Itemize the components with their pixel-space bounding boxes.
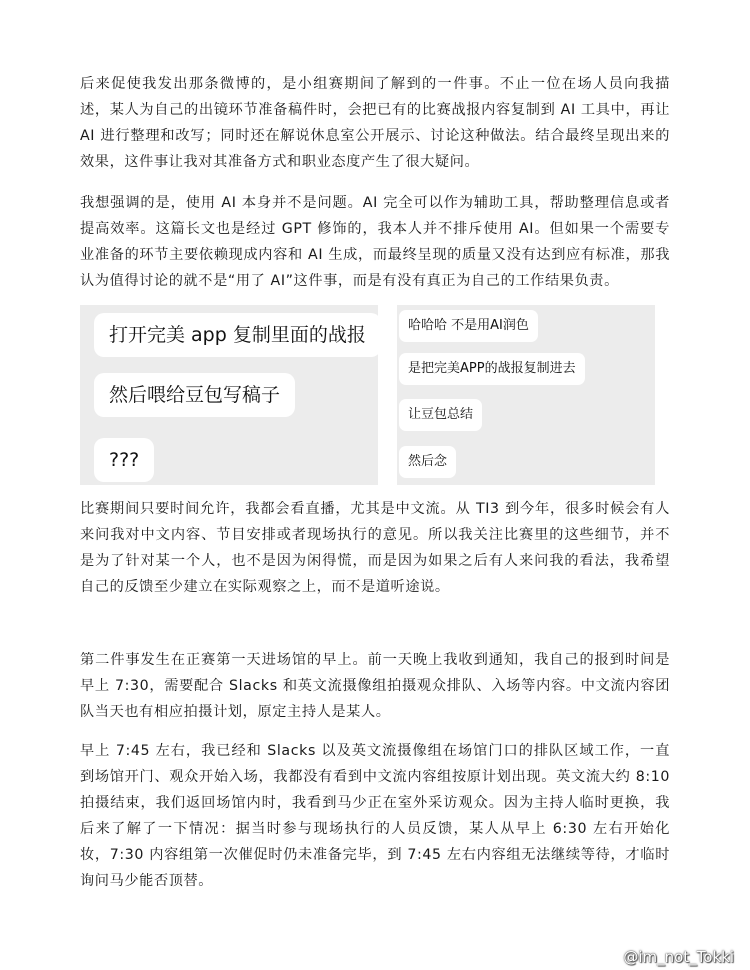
chat-bubble: 打开完美 app 复制里面的战报: [94, 313, 381, 357]
chat-bubble: ???: [94, 438, 154, 482]
paragraph-2: 我想强调的是，使用 AI 本身并不是问题。AI 完全可以作为辅助工具，帮助整理信息或者提高效率。这篇长文也是经过 GPT 修饰的，我本人并不排斥使用 AI。但如果一个需要专业准备的环节主要依赖现成内容和 AI 生成，而最终呈现的质量又没有达到应有标准，那我认为值得讨论的就不是“用了 AI”这件事，而是有没有真正为自己的工作结果负责。: [80, 195, 670, 289]
paragraph-4: 第二件事发生在正赛第一天进场馆的早上。前一天晚上我收到通知，我自己的报到时间是早上 7:30，需要配合 Slacks 和英文流摄像组拍摄观众排队、入场等内容。中文流内容团队当天也有相应拍摄计划，原定主持人是某人。: [80, 652, 670, 720]
chat-bubble: 是把完美APP的战报复制进去: [399, 353, 585, 385]
chat-bubble: 让豆包总结: [399, 399, 482, 431]
paragraph-1: 后来促使我发出那条微博的，是小组赛期间了解到的一件事。不止一位在场人员向我描述，某人为自己的出镜环节准备稿件时，会把已有的比赛战报内容复制到 AI 工具中，再让 AI 进行整理和改写；同时还在解说休息室公开展示、讨论这种做法。结合最终呈现出来的效果，这件事让我对其准备方式和职业态度产生了很大疑问。: [80, 76, 670, 170]
chat-screenshot-right: [397, 305, 655, 485]
chat-bubble: 然后喂给豆包写稿子: [94, 373, 295, 417]
watermark-handle: @im_not_Tokki: [623, 948, 734, 966]
weibo-icon: [597, 948, 619, 966]
chat-bubble: 然后念: [399, 446, 456, 478]
paragraph-5: 早上 7:45 左右，我已经和 Slacks 以及英文流摄像组在场馆门口的排队区域工作，一直到场馆开门、观众开始入场，我都没有看到中文流内容组按原计划出现。英文流大约 8:10 拍摄结束，我们返回场馆内时，我看到马少正在室外采访观众。因为主持人临时更换，我后来了解了一下情况：据当时参与现场执行的人员反馈，某人从早上 6:30 左右开始化妆，7:30 内容组第一次催促时仍未准备完毕，到 7:45 左右内容组无法继续等待，才临时询问马少能否顶替。: [80, 743, 670, 889]
paragraph-3: 比赛期间只要时间允许，我都会看直播，尤其是中文流。从 TI3 到今年，很多时候会有人来问我对中文内容、节目安排或者现场执行的意见。所以我关注比赛里的这些细节，并不是为了针对某一个人，也不是因为闲得慌，而是因为如果之后有人来问我的看法，我希望自己的反馈至少建立在实际观察之上，而不是道听途说。: [80, 501, 670, 595]
chat-screenshot-left: [80, 305, 378, 485]
weibo-watermark: [597, 948, 734, 966]
chat-bubble: 哈哈哈 不是用AI润色: [399, 310, 538, 342]
